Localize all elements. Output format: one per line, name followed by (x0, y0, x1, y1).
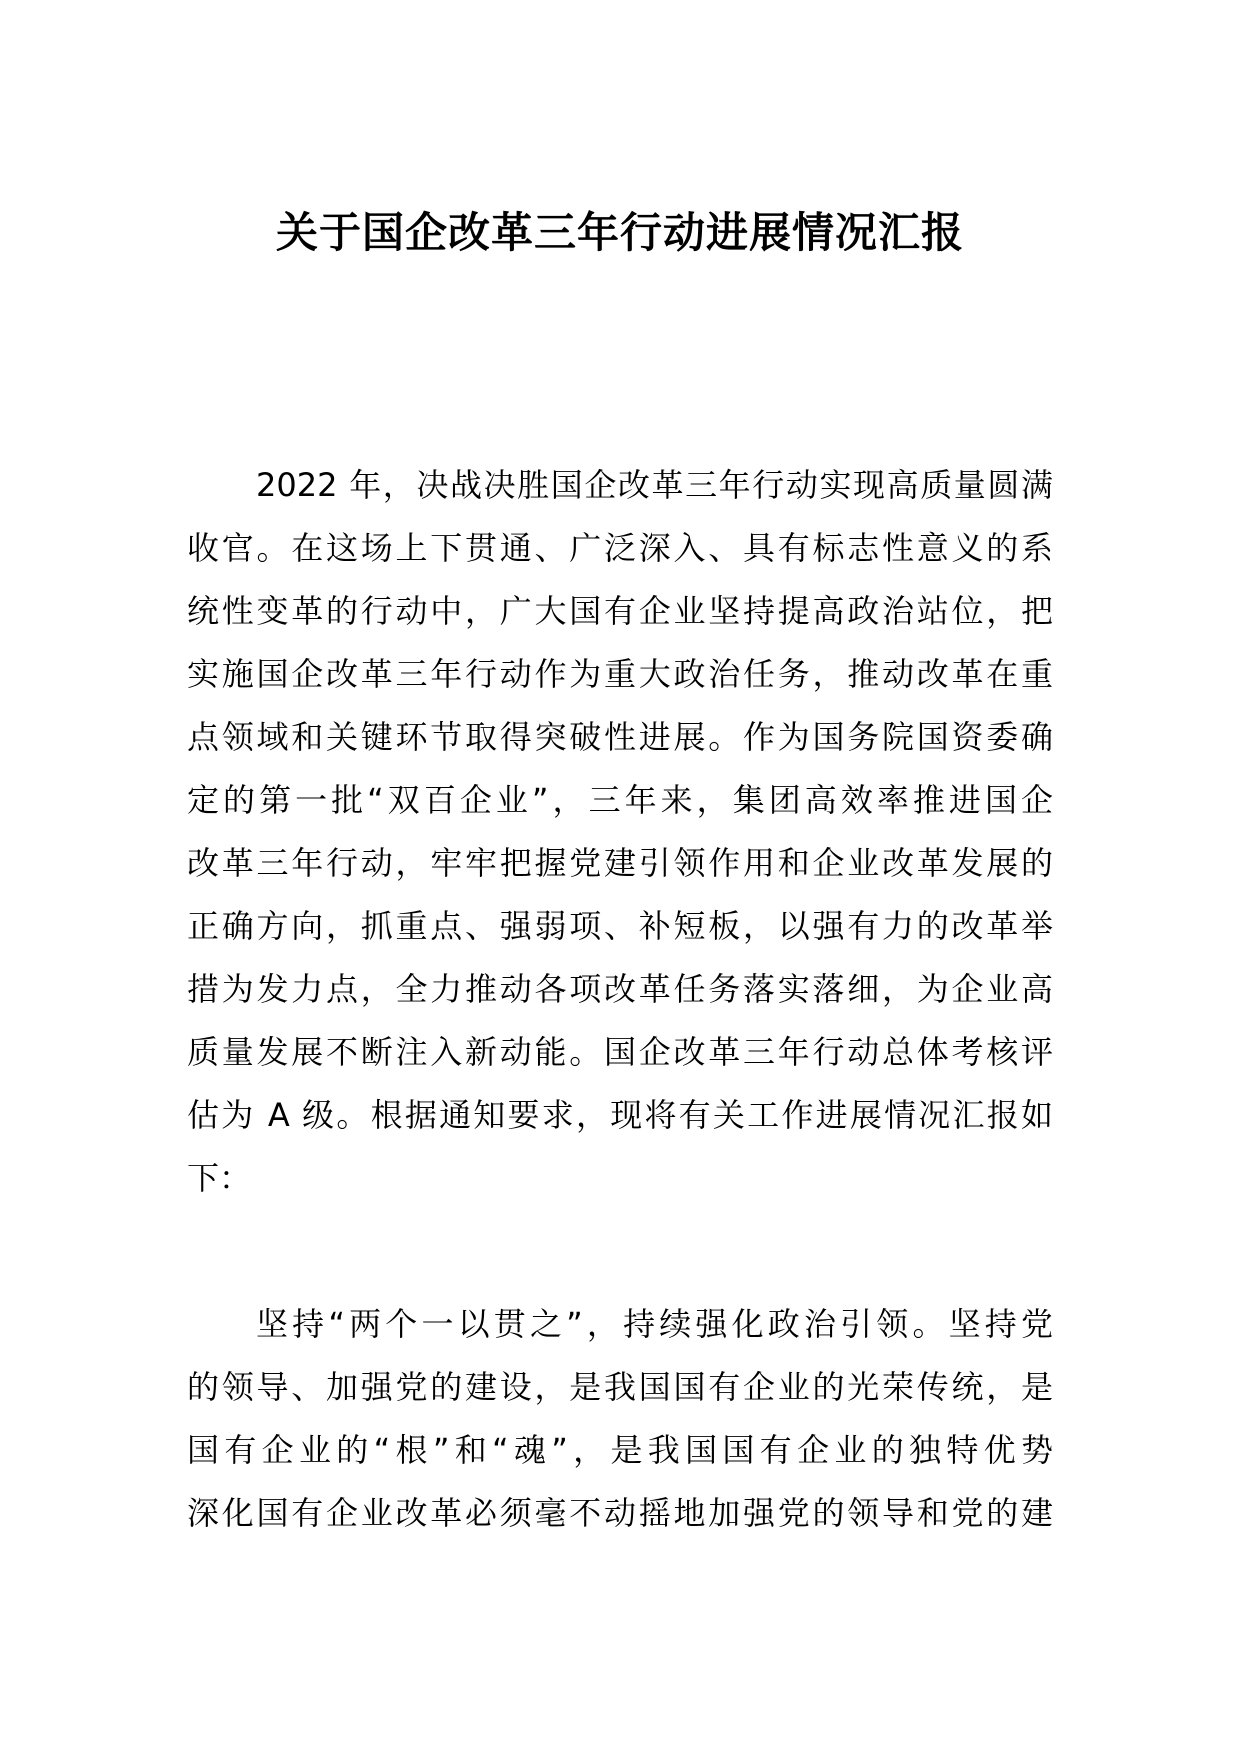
text-line: 正确方向，抓重点、强弱项、补短板，以强有力的改革举 (187, 907, 1053, 945)
text-line: 估为 A 级。根据通知要求，现将有关工作进展情况汇报如 (187, 1096, 1053, 1134)
text-line: 点领域和关键环节取得突破性进展。作为国务院国资委确 (187, 718, 1053, 756)
paragraph-intro (187, 454, 1053, 1210)
paragraph-political-leadership (187, 1293, 1053, 1545)
text-line: 的领导、加强党的建设，是我国国有企业的光荣传统，是 (187, 1368, 1053, 1406)
document-title: 关于国企改革三年行动进展情况汇报 (275, 208, 964, 257)
text-line: 2022 年，决战决胜国企改革三年行动实现高质量圆满 (256, 466, 1053, 504)
text-line: 下： (187, 1159, 252, 1197)
text-line: 坚持“两个一以贯之”，持续强化政治引领。坚持党 (256, 1305, 1053, 1343)
text-line: 改革三年行动，牢牢把握党建引领作用和企业改革发展的 (187, 844, 1053, 882)
text-line: 实施国企改革三年行动作为重大政治任务，推动改革在重 (187, 655, 1053, 693)
text-line: 深化国有企业改革必须毫不动摇地加强党的领导和党的建 (187, 1494, 1053, 1532)
text-line: 定的第一批“双百企业”，三年来，集团高效率推进国企 (187, 781, 1053, 819)
text-line: 国有企业的“根”和“魂”，是我国国有企业的独特优势 (187, 1431, 1053, 1469)
text-line: 措为发力点，全力推动各项改革任务落实落细，为企业高 (187, 970, 1053, 1008)
text-line: 收官。在这场上下贯通、广泛深入、具有标志性意义的系 (187, 529, 1053, 567)
text-line: 统性变革的行动中，广大国有企业坚持提高政治站位，把 (187, 592, 1053, 630)
text-line: 质量发展不断注入新动能。国企改革三年行动总体考核评 (187, 1033, 1053, 1071)
